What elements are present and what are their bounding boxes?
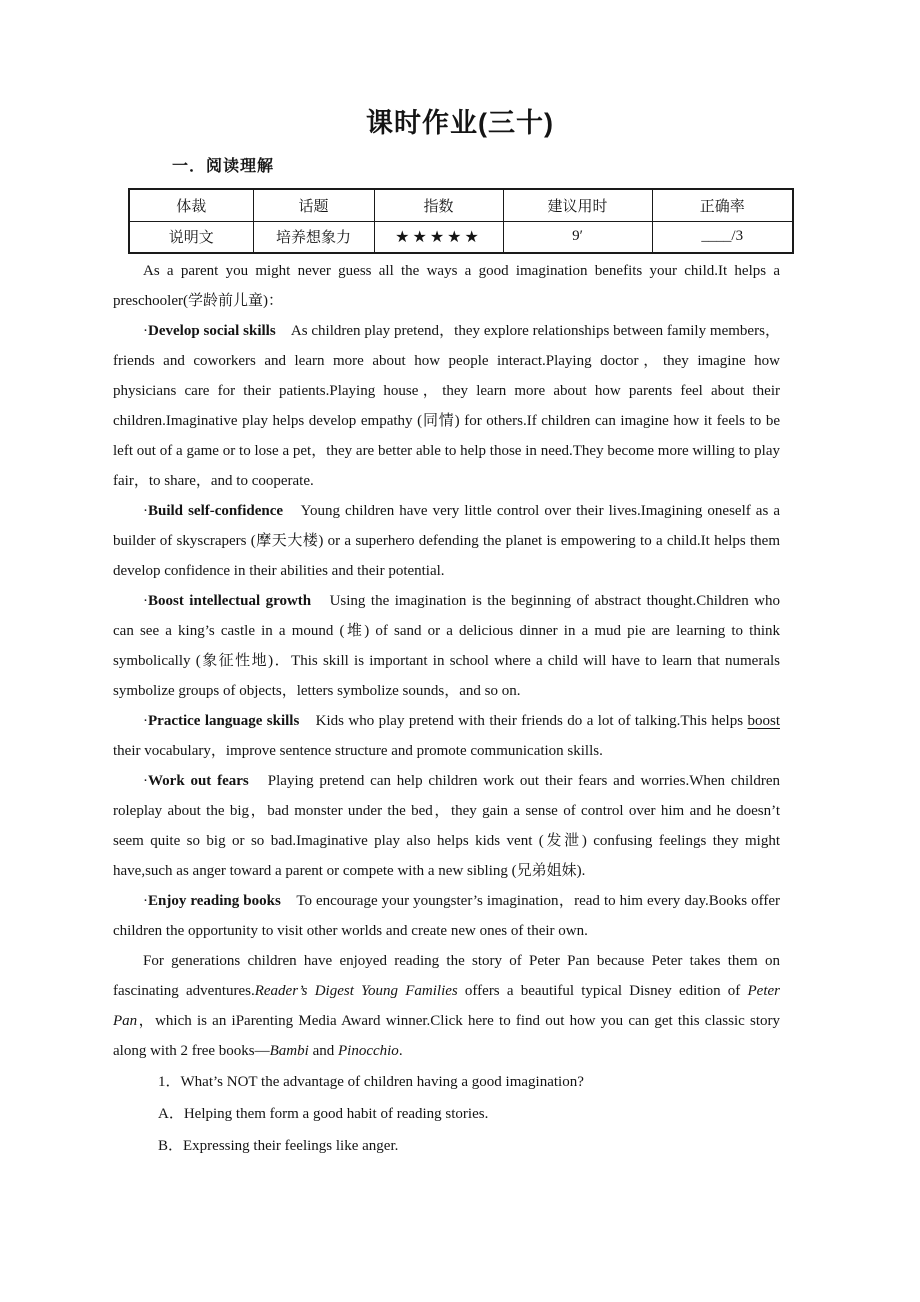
table-cell-index-stars: ★★★★★ xyxy=(374,221,503,253)
table-header-suggested-time: 建议用时 xyxy=(503,189,652,221)
table-cell-topic: 培养想象力 xyxy=(253,221,374,253)
question-1: 1．What’s NOT the advantage of children having a good imagination? xyxy=(158,1074,584,1090)
passage-paragraph-boost-intellectual-growth: ·Boost intellectual growth Using the imagination is the beginning of abstract thought.Children who can see a king’s castle in a mound (堆) of sand or a delicious dinner in a mud pie are learning to think symbolically (象征性地)．This skill is important in school where a child will have to learn that numerals symbolize groups of objects，letters symbolize sounds，and so on. xyxy=(113,593,780,699)
passage-paragraph-develop-social-skills: ·Develop social skills As children play pretend，they explore relationships between family members，friends and coworkers and learn more about how people interact.Playing doctor，they imagine how physicians care for their patients.Playing house，they learn more about how parents feel about their children.Imaginative play helps develop empathy (同情) for others.If children can imagine how it feels to be left out of a game or to lose a pet，they are better able to help those in need.They become more willing to play fair，to share，and to cooperate. xyxy=(113,323,780,489)
table-header-accuracy: 正确率 xyxy=(652,189,793,221)
table-cell-genre: 说明文 xyxy=(129,221,253,253)
table-cell-accuracy-blank: ____/3 xyxy=(652,221,793,253)
passage-paragraph-enjoy-reading-books: ·Enjoy reading books To encourage your youngster’s imagination，read to him every day.Books offer children the opportunity to visit other worlds and create new ones of their own. xyxy=(113,893,780,939)
table-header-genre: 体裁 xyxy=(129,189,253,221)
passage-paragraph-practice-language-skills: ·Practice language skills Kids who play pretend with their friends do a lot of talking.This helps boost their vocabulary，improve sentence structure and promote communication skills. xyxy=(113,713,780,759)
section-heading: 一．阅读理解 xyxy=(172,158,275,175)
table-cell-suggested-time: 9′ xyxy=(503,221,652,253)
reading-passage xyxy=(113,256,780,1066)
info-table xyxy=(128,188,794,254)
passage-paragraph-build-self-confidence: ·Build self-confidence Young children have very little control over their lives.Imagining oneself as a builder of skyscrapers (摩天大楼) or a superhero defending the planet is empowering to a child.It helps them develop confidence in their abilities and their potential. xyxy=(113,503,781,579)
info-table-header-row xyxy=(129,189,793,221)
passage-paragraph-work-out-fears: ·Work out fears Playing pretend can help children work out their fears and worries.When children roleplay about the big，bad monster under the bed，they gain a sense of control over him and he doesn’t seem quite so big or so bad.Imaginative play also helps kids vent (发泄) confusing feelings they might have,such as anger toward a parent or compete with a new sibling (兄弟姐妹). xyxy=(113,773,780,879)
worksheet-content xyxy=(113,156,780,1162)
table-header-topic: 话题 xyxy=(253,189,374,221)
question-1-option-a: A．Helping them form a good habit of reading stories. xyxy=(158,1106,489,1122)
passage-intro-paragraph: As a parent you might never guess all the ways a good imagination benefits your child.It helps a preschooler(学龄前儿童)： xyxy=(113,263,780,309)
page-title: 课时作业(三十) xyxy=(366,108,554,138)
question-block xyxy=(113,1066,780,1162)
info-table-value-row xyxy=(129,221,793,253)
passage-paragraph-peter-pan: For generations children have enjoyed reading the story of Peter Pan because Peter takes them on fascinating adventures.Reader’s Digest Young Families offers a beautiful typical Disney edition of Peter Pan，which is an iParenting Media Award winner.Click here to find out how you can get this classic story along with 2 free books—Bambi and Pinocchio. xyxy=(113,953,780,1059)
question-1-option-b: B．Expressing their feelings like anger. xyxy=(158,1138,399,1154)
table-header-index: 指数 xyxy=(374,189,503,221)
